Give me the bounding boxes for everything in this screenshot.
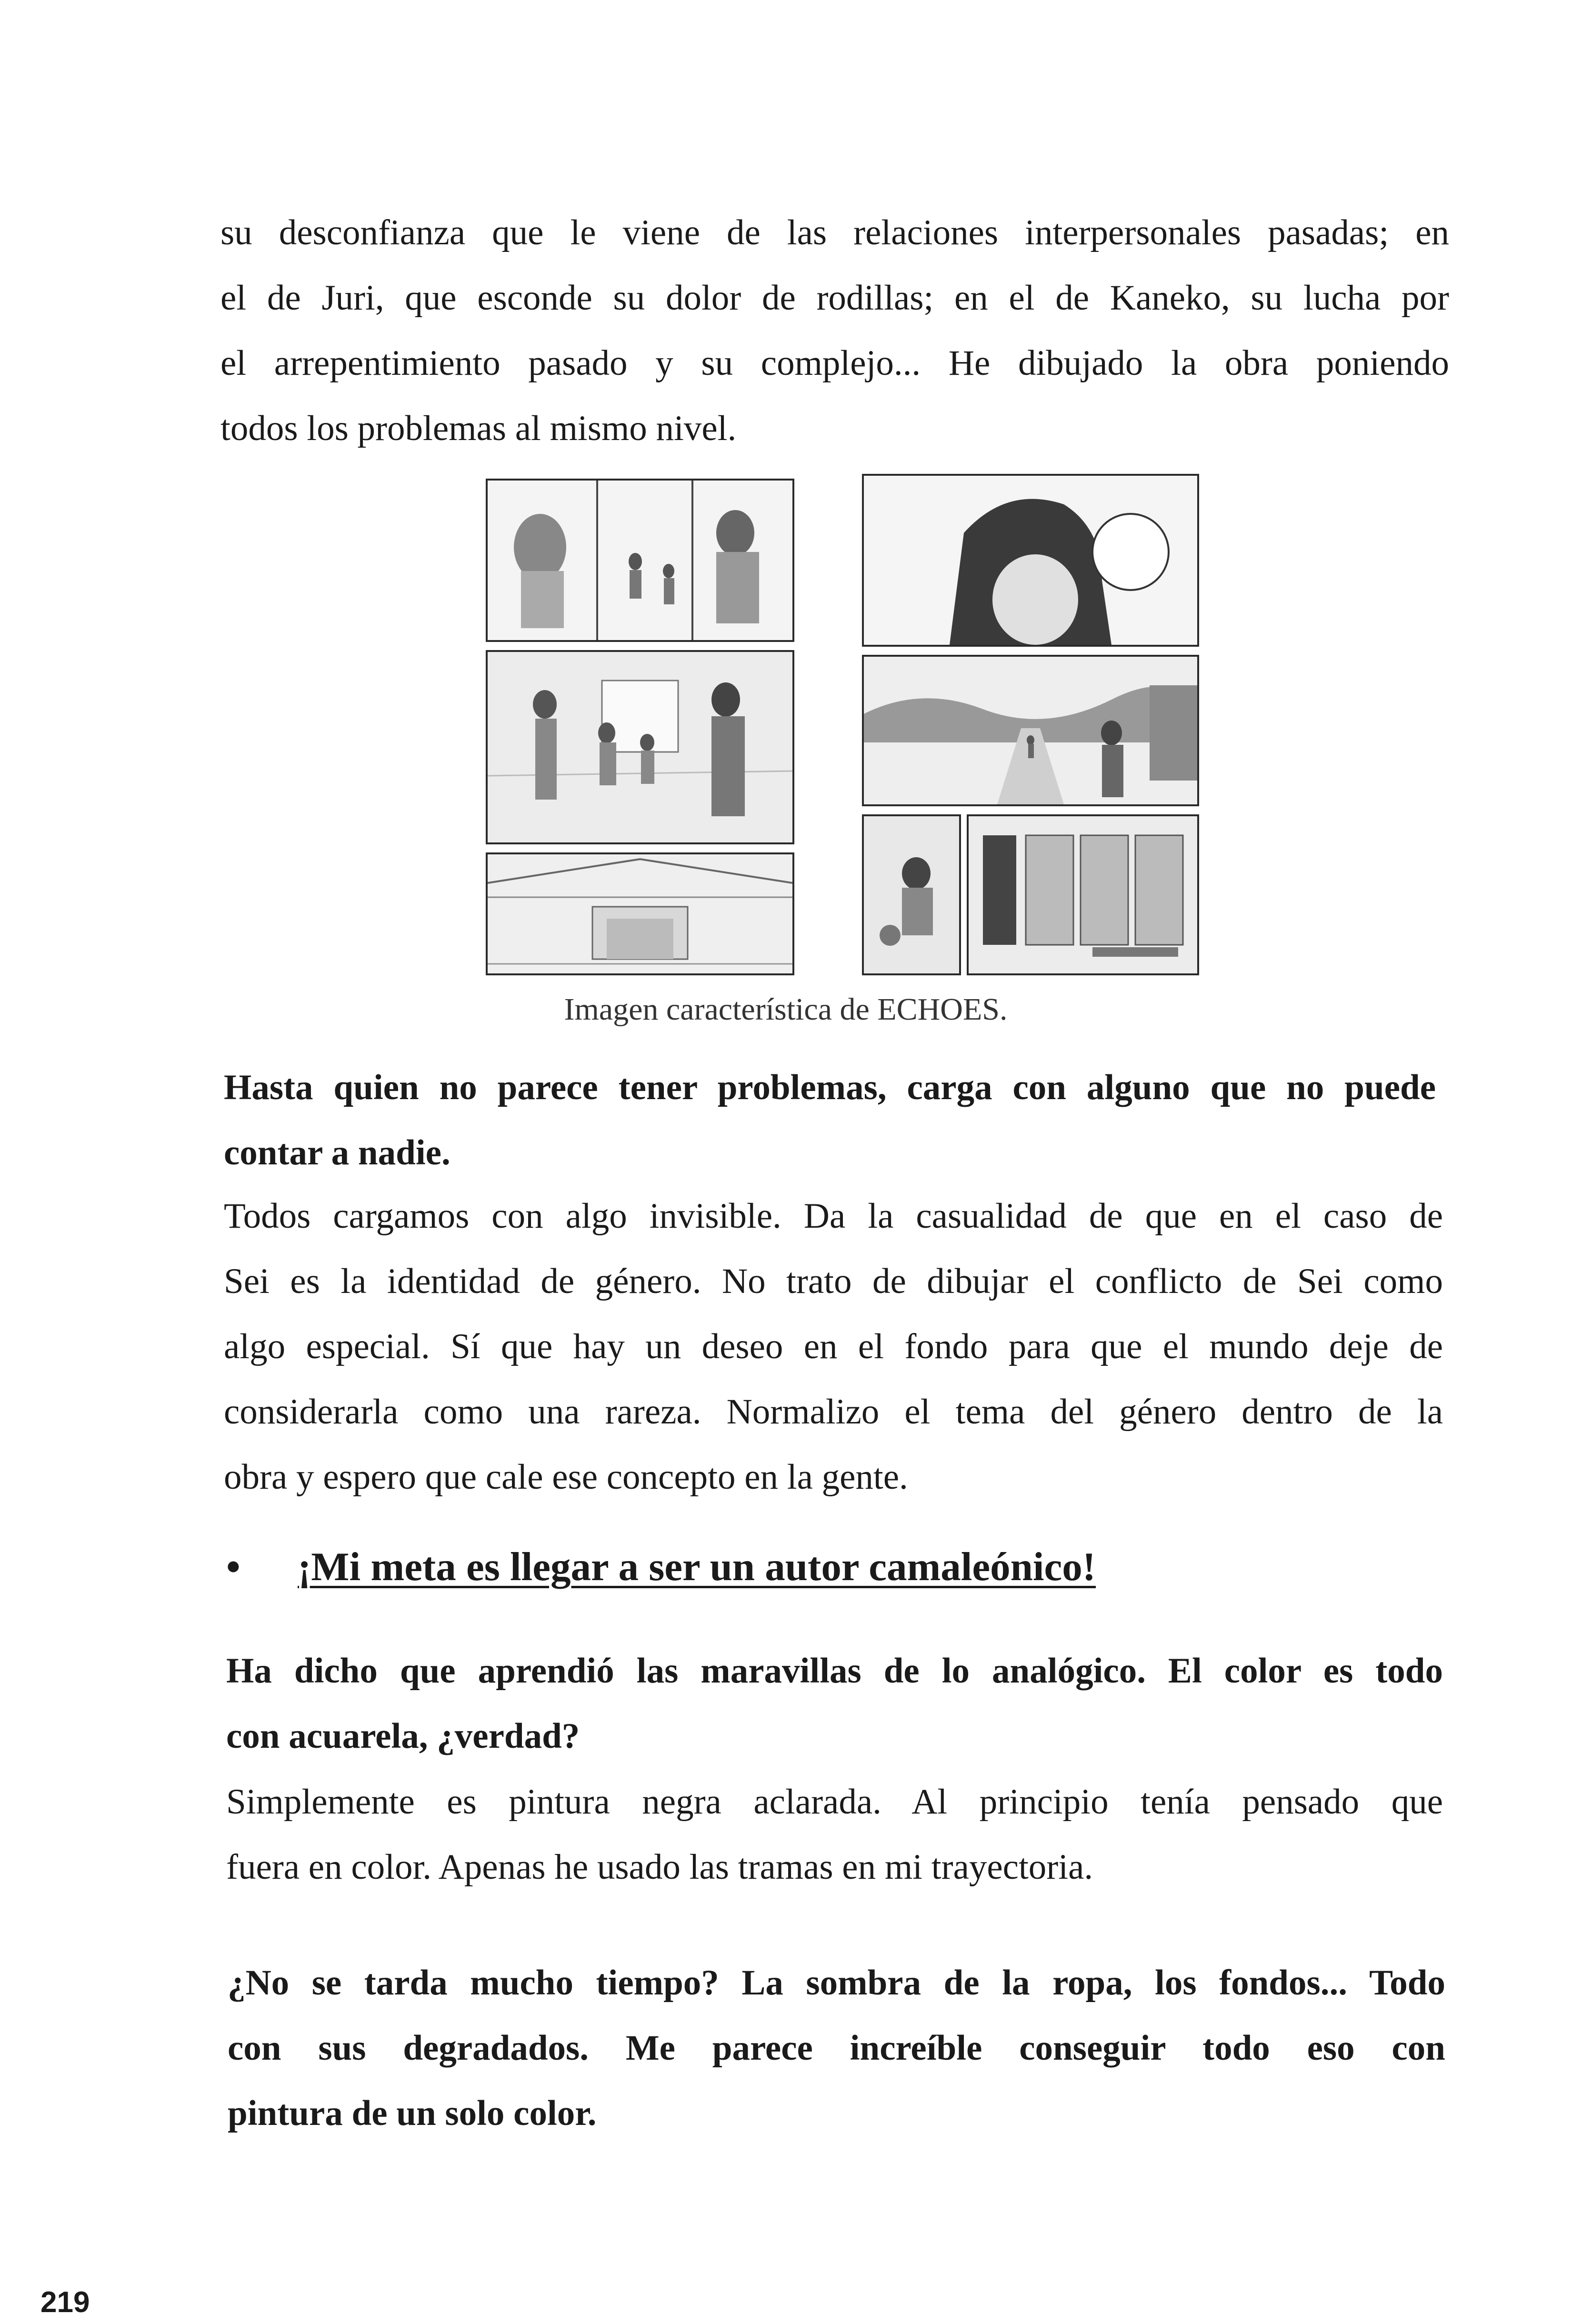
manga-panel xyxy=(967,814,1199,975)
text-line: ¿No se tarda mucho tiempo? La sombra de la ropa, los fondos... Todo xyxy=(228,1963,1445,2003)
text-line: fuera en color. Apenas he usado las tramas en mi trayectoria. xyxy=(226,1847,1093,1887)
text-line: Hasta quien no parece tener problemas, carga con alguno que no puede xyxy=(224,1068,1436,1107)
text-line: obra y espero que cale ese concepto en la gente. xyxy=(224,1457,908,1497)
manga-panel xyxy=(862,655,1199,806)
question-2 xyxy=(226,1638,1443,1769)
manga-illustration xyxy=(486,474,1202,974)
text-line: Todos cargamos con algo invisible. Da la casualidad de que en el caso de xyxy=(224,1196,1443,1236)
manga-panel xyxy=(486,852,794,975)
text-line: todos los problemas al mismo nivel. xyxy=(220,409,737,448)
text-line: con sus degradados. Me parece increíble conseguir todo eso con xyxy=(228,2028,1445,2068)
text-line: Sei es la identidad de género. No trato de dibujar el conflicto de Sei como xyxy=(224,1262,1443,1301)
manga-panel xyxy=(862,474,1199,647)
text-line: su desconfianza que le viene de las relaciones interpersonales pasadas; en xyxy=(220,213,1449,252)
page-number: 219 xyxy=(40,2286,90,2319)
section-heading-text: ¡Mi meta es llegar a ser un autor camaleónico! xyxy=(298,1544,1096,1589)
bullet-icon: • xyxy=(226,1544,240,1589)
text-line: considerarla como una rareza. Normalizo el tema del género dentro de la xyxy=(224,1392,1443,1432)
text-line: el arrepentimiento pasado y su complejo... He dibujado la obra poniendo xyxy=(220,343,1449,383)
answer-1 xyxy=(224,1183,1443,1510)
answer-2 xyxy=(226,1769,1443,1900)
intro-paragraph xyxy=(220,200,1449,461)
text-line: Simplemente es pintura negra aclarada. Al principio tenía pensado que xyxy=(226,1782,1443,1822)
question-3 xyxy=(228,1950,1445,2146)
text-line: contar a nadie. xyxy=(224,1133,451,1172)
text-line: Ha dicho que aprendió las maravillas de lo analógico. El color es todo xyxy=(226,1651,1443,1691)
manga-panel xyxy=(486,650,794,844)
text-line: el de Juri, que esconde su dolor de rodillas; en el de Kaneko, su lucha por xyxy=(220,278,1449,318)
manga-panel xyxy=(486,479,794,642)
text-line: con acuarela, ¿verdad? xyxy=(226,1716,580,1756)
question-1 xyxy=(224,1055,1436,1185)
text-line: pintura de un solo color. xyxy=(228,2094,597,2133)
figure-caption: Imagen característica de ECHOES. xyxy=(564,992,1008,1027)
manga-panel xyxy=(862,814,961,975)
text-line: algo especial. Sí que hay un deseo en el fondo para que el mundo deje de xyxy=(224,1327,1443,1366)
